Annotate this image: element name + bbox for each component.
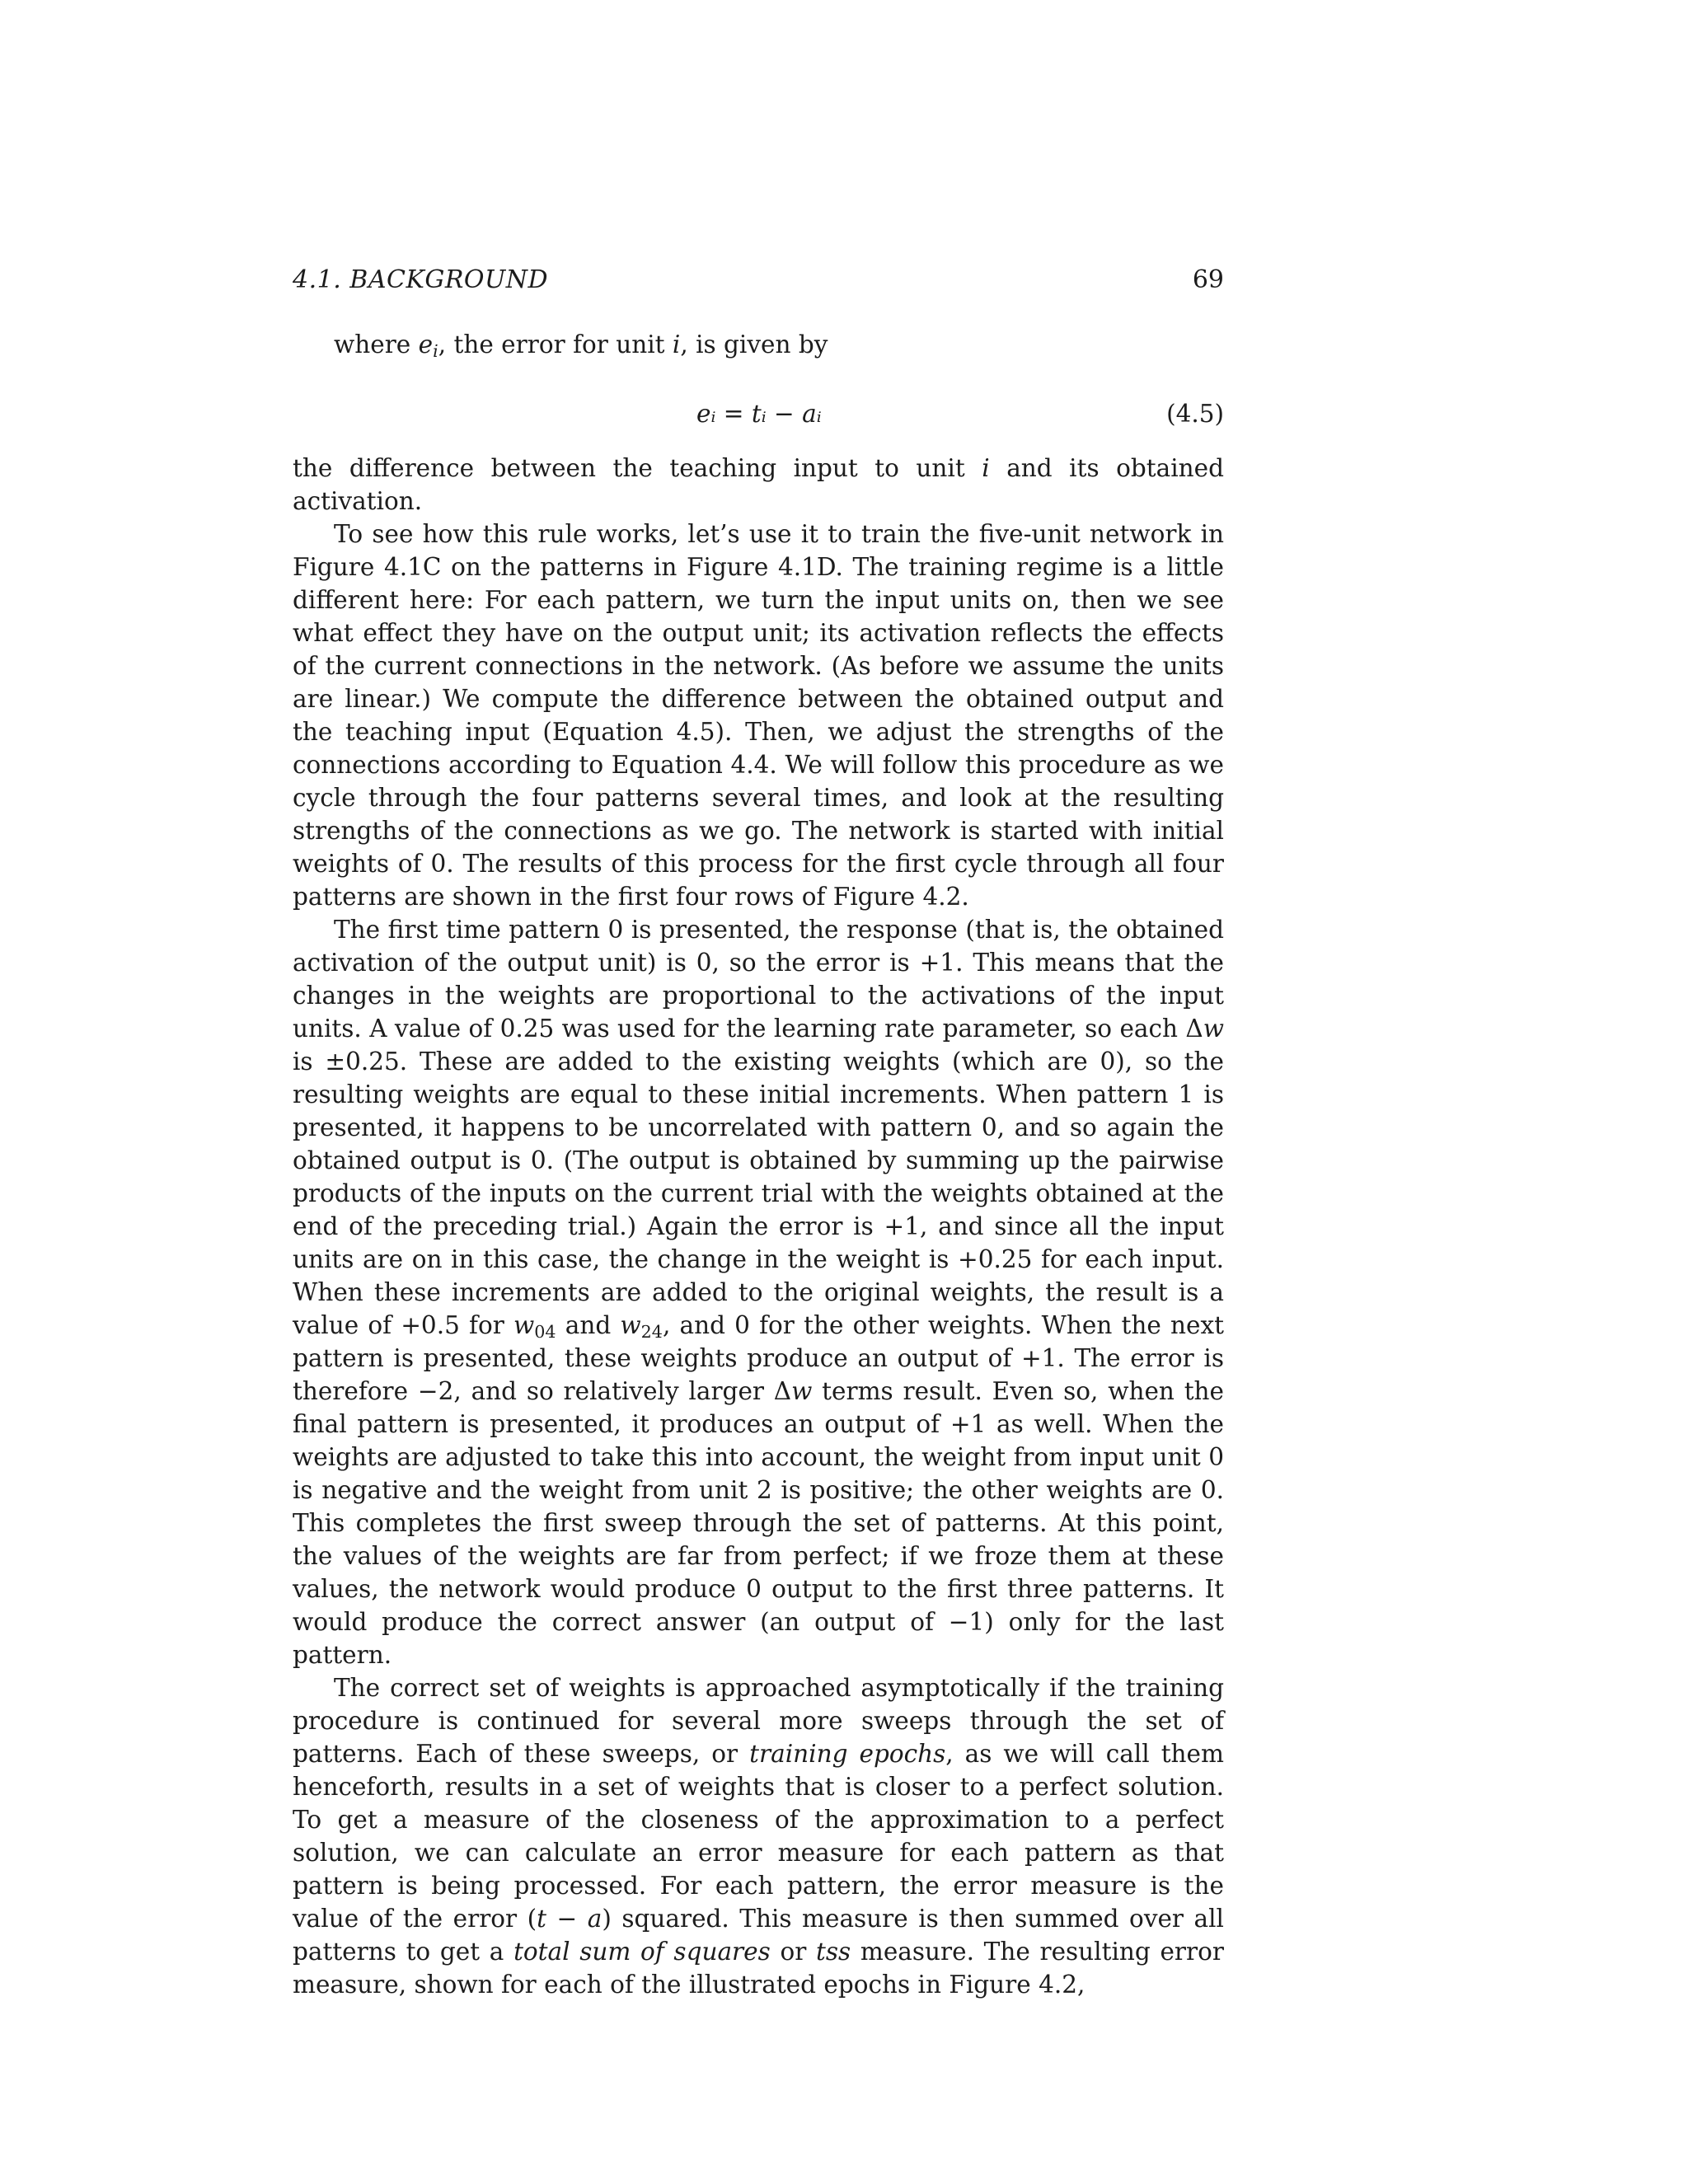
term-total-sum-of-squares: total sum of squares xyxy=(513,1938,771,1966)
page-content xyxy=(293,262,1224,2001)
p1-text-2: and its obtained activation. xyxy=(293,454,1224,515)
math-e-sub: i xyxy=(433,341,438,362)
equation-4-5 xyxy=(293,397,1224,430)
math-i-2: i xyxy=(982,454,990,482)
p1-text-1: the difference between the teaching input to unit xyxy=(293,454,982,482)
p3-text-4: , and 0 for the other weights. When the next pattern is presented, these weights produce an output of +1. The error is therefore −2, and so relatively larger Δ xyxy=(293,1311,1224,1405)
p4-text-5: measure. The resulting error measure, shown for each of the illustrated epochs in Figure 4.2, xyxy=(293,1938,1224,1999)
p4-text-4: or xyxy=(770,1938,817,1966)
term-training-epochs: training epochs xyxy=(749,1740,946,1768)
math-w-2: w xyxy=(791,1377,813,1405)
running-header xyxy=(293,262,1224,298)
paragraph-after-equation xyxy=(293,452,1224,518)
paragraph-2: To see how this rule works, let’s use it to train the five-unit network in Figure 4.1C on the patterns in Figure 4.1D. The training regime is a little different here: For each pattern, we turn the input units on, then we see what effect they have on the output unit; its activation reflects the effects of the current connections in the network. (As before we assume the units are linear.) We compute the difference between the obtained output and the teaching input (Equation 4.5). Then, we adjust the strengths of the connections according to Equation 4.4. We will follow this procedure as we cycle through the four patterns several times, and look at the resulting strengths of the connections as we go. The network is started with initial weights of 0. The results of this process for the first cycle through all four patterns are shown in the first four rows of Figure 4.2. xyxy=(293,520,1224,911)
p3-text-2: is ±0.25. These are added to the existing weights (which are 0), so the resulting weights are equal to these initial increments. When pattern 1 is presented, it happens to be uncorrelated with pattern 0, and so again the obtained output is 0. (The output is obtained by summing up the pairwise products of the inputs on the current trial with the weights obtained at the end of the preceding trial.) Again the error is +1, and since all the input units are on in this case, the change in the weight is +0.25 for each input. When these increments are added to the original weights, the result is a value of +0.5 for xyxy=(293,1047,1224,1339)
math-e: e xyxy=(418,330,434,359)
paragraph-4 xyxy=(293,1671,1224,2001)
math-i: i xyxy=(672,330,681,359)
section-title: 4.1. BACKGROUND xyxy=(293,265,549,294)
math-w24-sub: 24 xyxy=(640,1322,663,1343)
math-t-minus-a: t − a xyxy=(537,1905,603,1933)
p3-text-3: and xyxy=(556,1311,621,1339)
intro-line xyxy=(293,328,1224,361)
equation-number: (4.5) xyxy=(1166,400,1224,428)
math-w24: w xyxy=(620,1311,641,1339)
p4-text-2: , as we will call them henceforth, results in a set of weights that is closer to a perfect solution. To get a measure of the closeness of the approximation to a perfect solution, we can calculate an error measure for each pattern as that pattern is being processed. For each pattern, the error measure is the value of the error ( xyxy=(293,1740,1224,1933)
paragraph-3 xyxy=(293,913,1224,1671)
equation-body: eᵢ = tᵢ − aᵢ xyxy=(696,400,822,428)
term-tss: tss xyxy=(816,1938,851,1966)
p3-text-5: terms result. Even so, when the final pattern is presented, it produces an output of +1 as well. When the weights are adjusted to take this into account, the weight from input unit 0 is negative and the weight from unit 2 is positive; the other weights are 0. This completes the first sweep through the set of patterns. At this point, the values of the weights are far from perfect; if we froze them at these values, the network would produce 0 output to the first three patterns. It would produce the correct answer (an output of −1) only for the last pattern. xyxy=(293,1377,1225,1669)
math-w04-sub: 04 xyxy=(534,1322,556,1343)
page-number: 69 xyxy=(1192,265,1224,294)
math-w04: w xyxy=(513,1311,535,1339)
p4-text-3: ) squared. This measure is then summed over all patterns to get a xyxy=(293,1905,1224,1966)
intro-text-2: , the error for unit xyxy=(438,330,673,359)
p4-text-1: The correct set of weights is approached asymptotically if the training procedure is continued for several more sweeps through the set of patterns. Each of these sweeps, or xyxy=(293,1674,1224,1768)
math-w: w xyxy=(1203,1015,1224,1043)
intro-text-3: , is given by xyxy=(680,330,828,359)
intro-text-1: where xyxy=(334,330,419,359)
p3-text-1: The first time pattern 0 is presented, the response (that is, the obtained activation of the output unit) is 0, so the error is +1. This means that the changes in the weights are proportional to the activations of the input units. A value of 0.25 was used for the learning rate parameter, so each Δ xyxy=(293,916,1224,1043)
